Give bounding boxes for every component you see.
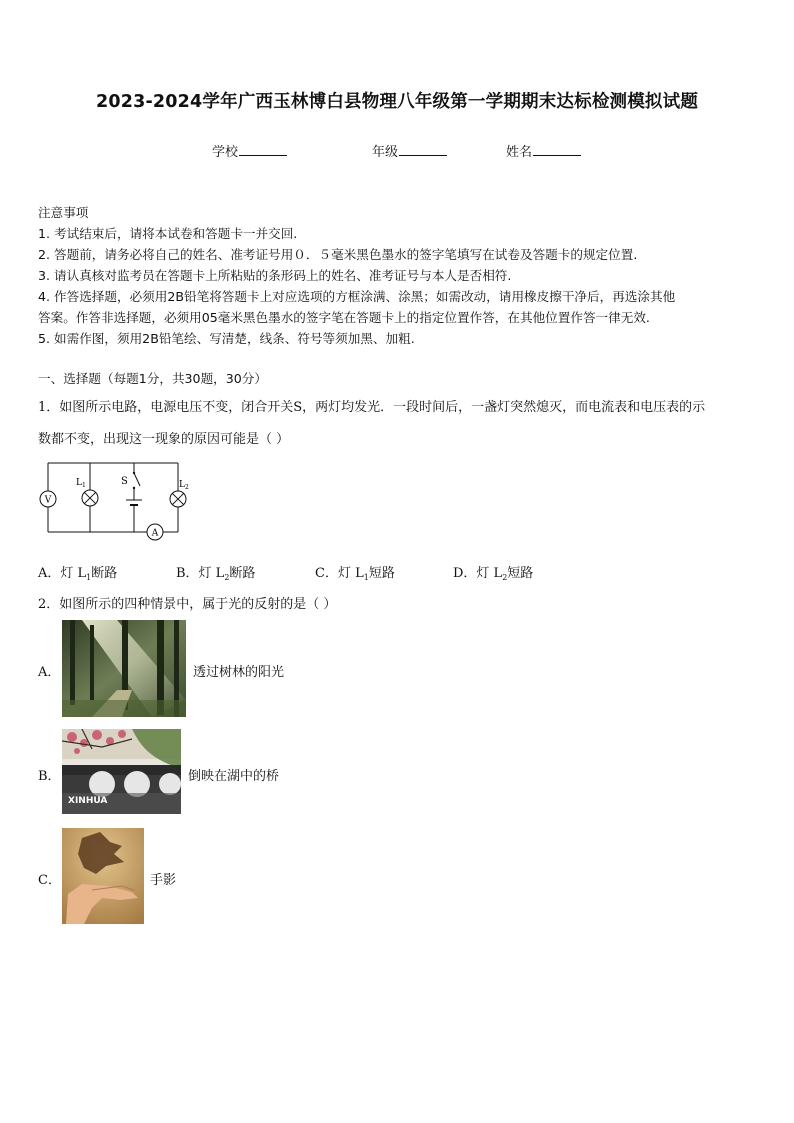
q1-option-b[interactable]: B．灯 $L_2$断路 (176, 566, 256, 582)
q2-option-a-caption: 透过树林的阳光 (193, 665, 285, 680)
name-blank (533, 143, 581, 156)
bridge-reflection-image (62, 729, 181, 814)
notice-item-4: 4. 作答选择题，必须用2B铅笔将答题卡上对应选项的方框涂满、涂黑；如需改动，请用橡皮擦干净后，再选涂其他 (38, 289, 676, 304)
q2-stem: 2．如图所示的四种情景中，属于光的反射的是（ ） (38, 597, 337, 612)
lamp-l2-label: $L_2$ (179, 480, 189, 491)
grade-label: 年级 (372, 145, 399, 160)
switch-label: S (121, 476, 128, 487)
lamp-l2-icon (170, 491, 186, 507)
notice-item-5: 5. 如需作图，须用2B铅笔绘、写清楚，线条、符号等须加黑、加粗. (38, 331, 415, 346)
q2-option-a-letter[interactable]: A． (38, 665, 61, 680)
school-blank (239, 143, 287, 156)
q2-option-b-letter[interactable]: B． (38, 769, 61, 784)
lamp-l1-label: $L_1$ (76, 478, 86, 489)
xinhua-watermark: XINHUA (68, 796, 108, 806)
notice-item-2: 2. 答题前，请务必将自己的姓名、准考证号用０．５毫米黑色墨水的签字笔填写在试卷及答题卡的规定位置. (38, 247, 638, 262)
q1-option-d[interactable]: D．灯 $L_2$短路 (453, 566, 534, 582)
circuit-diagram (36, 456, 196, 546)
q1-option-a[interactable]: A．灯 $L_1$断路 (38, 566, 118, 582)
school-field (212, 141, 287, 160)
notice-item-1: 1. 考试结束后，请将本试卷和答题卡一并交回. (38, 226, 298, 241)
forest-sunlight-image (62, 620, 186, 717)
ammeter-label: A (151, 528, 159, 539)
q1-stem-line1: 1．如图所示电路，电源电压不变，闭合开关S，两灯均发光．一段时间后，一盏灯突然熄灭，而电流表和电压表的示 (38, 400, 706, 415)
notice-item-3: 3. 请认真核对监考员在答题卡上所粘贴的条形码上的姓名、准考证号与本人是否相符. (38, 268, 512, 283)
q2-option-c-letter[interactable]: C． (38, 873, 61, 888)
section-heading: 一、选择题（每题1分，共30题，30分） (38, 371, 267, 386)
name-label: 姓名 (506, 145, 533, 160)
voltmeter-label: V (44, 495, 52, 506)
hand-shadow-image (62, 828, 144, 924)
notice-heading: 注意事项 (38, 205, 89, 220)
page-title: 2023-2024学年广西玉林博白县物理八年级第一学期期末达标检测模拟试题 (95, 92, 699, 112)
name-field (506, 141, 581, 160)
grade-blank (399, 143, 447, 156)
q1-stem-line2: 数都不变，出现这一现象的原因可能是（ ） (38, 432, 290, 447)
grade-field (372, 141, 447, 160)
q1-option-c[interactable]: C．灯 $L_1$短路 (315, 566, 395, 582)
school-label: 学校 (212, 145, 239, 160)
q2-option-b-caption: 倒映在湖中的桥 (188, 769, 280, 784)
q2-option-c-caption: 手影 (150, 873, 177, 888)
lamp-l1-icon (82, 490, 98, 506)
notice-item-4-cont: 答案。作答非选择题，必须用05毫米黑色墨水的签字笔在答题卡上的指定位置作答，在其他位置作答一律无效. (38, 310, 650, 325)
